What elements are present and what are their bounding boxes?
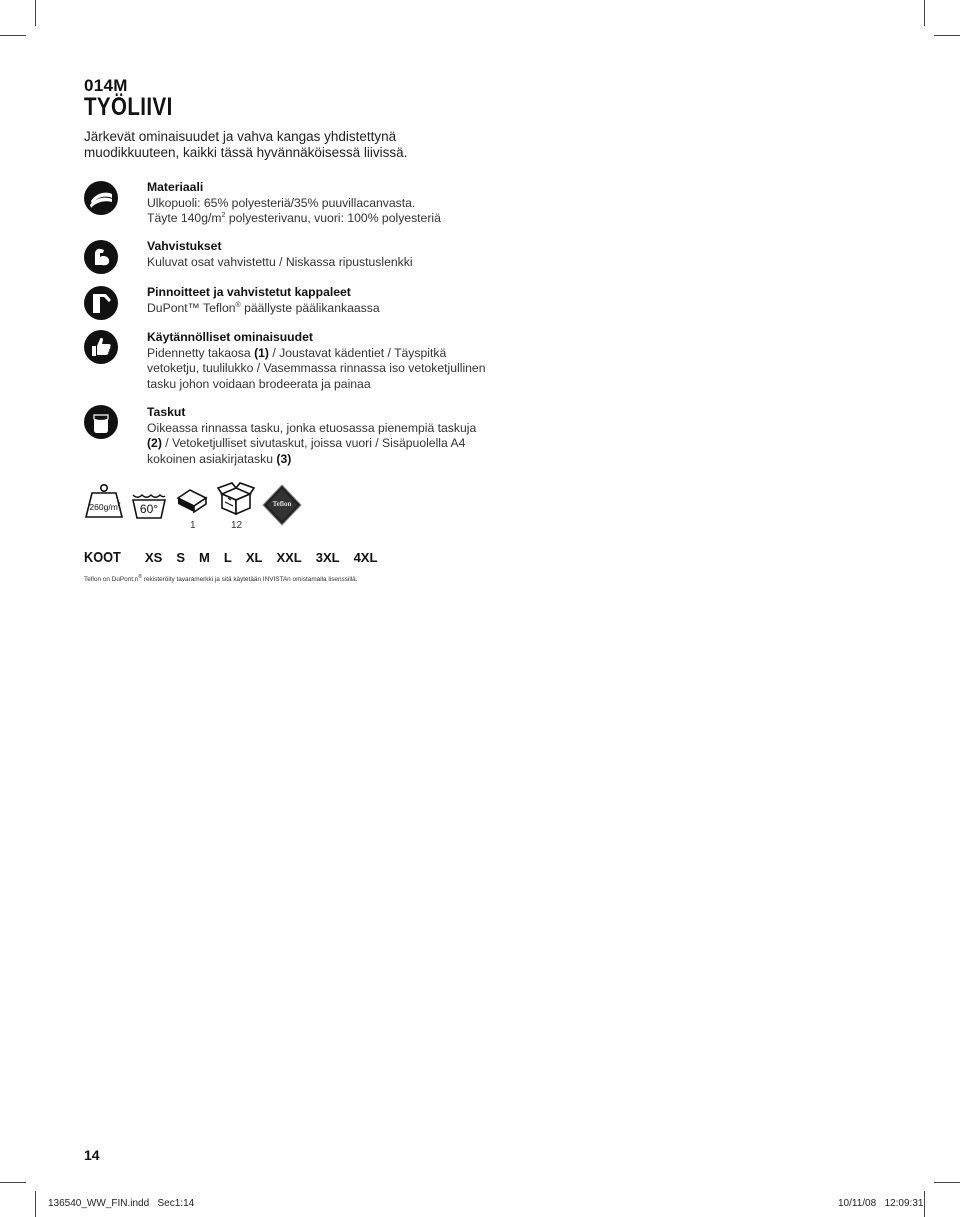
size-option: M	[199, 550, 210, 565]
pocket-icon	[84, 405, 118, 439]
thumbs-up-icon	[84, 330, 118, 364]
section-practical	[147, 330, 487, 392]
coated-fabric-icon	[84, 286, 118, 320]
crop-mark	[924, 1191, 925, 1217]
section-reinforcement	[147, 239, 487, 270]
section-coatings	[147, 285, 487, 316]
coatings-text: DuPont™ Teflon® päällyste päälikankaassa	[147, 300, 380, 315]
print-slug-date: 10/11/08 12:09:31	[838, 1198, 924, 1209]
section-heading: Käytännölliset ominaisuudet	[147, 330, 313, 344]
size-option: XS	[145, 550, 163, 565]
sizes-label: KOOT	[84, 549, 121, 566]
section-heading: Materiaali	[147, 180, 204, 194]
carton-pack-count: 12	[231, 520, 243, 531]
section-material	[147, 180, 487, 227]
teflon-logo-text: Teflon	[272, 500, 292, 508]
practical-text: Pidennetty takaosa (1) / Joustavat kädentiet / Täyspitkä vetoketju, tuulilukko / Vasemmassa rinnassa iso vetoketjullinen tasku johon voidaan brodeerata ja painaa	[147, 345, 486, 391]
material-outer: Ulkopuoli: 65% polyesteriä/35% puuvillacanvasta.	[147, 195, 416, 210]
single-pack-count: 1	[190, 520, 196, 531]
crop-mark	[924, 0, 925, 26]
size-option: XL	[245, 550, 263, 565]
section-heading: Vahvistukset	[147, 239, 222, 253]
size-option: 4XL	[353, 550, 378, 565]
teflon-logo	[262, 484, 302, 526]
crop-mark	[934, 1182, 960, 1183]
page-number: 14	[84, 1147, 100, 1163]
section-pockets	[147, 405, 487, 467]
wash-temperature: 60°	[139, 502, 159, 516]
wash-60-icon	[131, 492, 167, 520]
size-option: 3XL	[315, 550, 340, 565]
print-slug-file: 136540_WW_FIN.indd Sec1:14	[48, 1198, 195, 1209]
crop-mark	[35, 0, 36, 26]
product-code: 014M	[84, 76, 128, 95]
crop-mark	[0, 1182, 26, 1183]
strength-arm-icon	[84, 240, 118, 274]
reinforcement-text: Kuluvat osat vahvistettu / Niskassa ripustuslenkki	[147, 254, 413, 269]
crop-mark	[934, 35, 960, 36]
trademark-footnote: Teflon on DuPont:n® rekisteröity tavaramerkki ja sitä käytetään INVISTAn omistamalla lisenssillä.	[84, 573, 358, 583]
size-list	[145, 550, 377, 565]
size-option: L	[223, 550, 232, 565]
size-option: S	[176, 550, 186, 565]
section-heading: Taskut	[147, 405, 186, 419]
pockets-text: Oikeassa rinnassa tasku, jonka etuosassa pienempiä taskuja (2) / Vetoketjulliset sivutaskut, joissa vuori / Sisäpuolella A4 kokoinen asiakirjatasku (3)	[147, 420, 477, 466]
single-pack-icon	[174, 486, 210, 516]
product-intro: Järkevät ominaisuudet ja vahva kangas yhdistettynä muodikkuuteen, kaikki tässä hyvännäköisessä liivissä.	[84, 129, 408, 160]
carton-pack-icon	[216, 482, 256, 516]
crop-mark	[0, 35, 26, 36]
product-title: TYÖLIIVI	[84, 93, 173, 121]
fabric-weight-icon	[84, 483, 124, 519]
material-lining: Täyte $140g/m^2$ polyesterivanu, vuori: 100% polyesteriä	[147, 211, 441, 225]
size-option: XXL	[276, 550, 302, 565]
fabric-weight-value: $260g/m^2$	[89, 502, 121, 512]
section-heading: Pinnoitteet ja vahvistetut kappaleet	[147, 285, 351, 299]
crop-mark	[35, 1191, 36, 1217]
fabric-icon	[84, 181, 118, 215]
